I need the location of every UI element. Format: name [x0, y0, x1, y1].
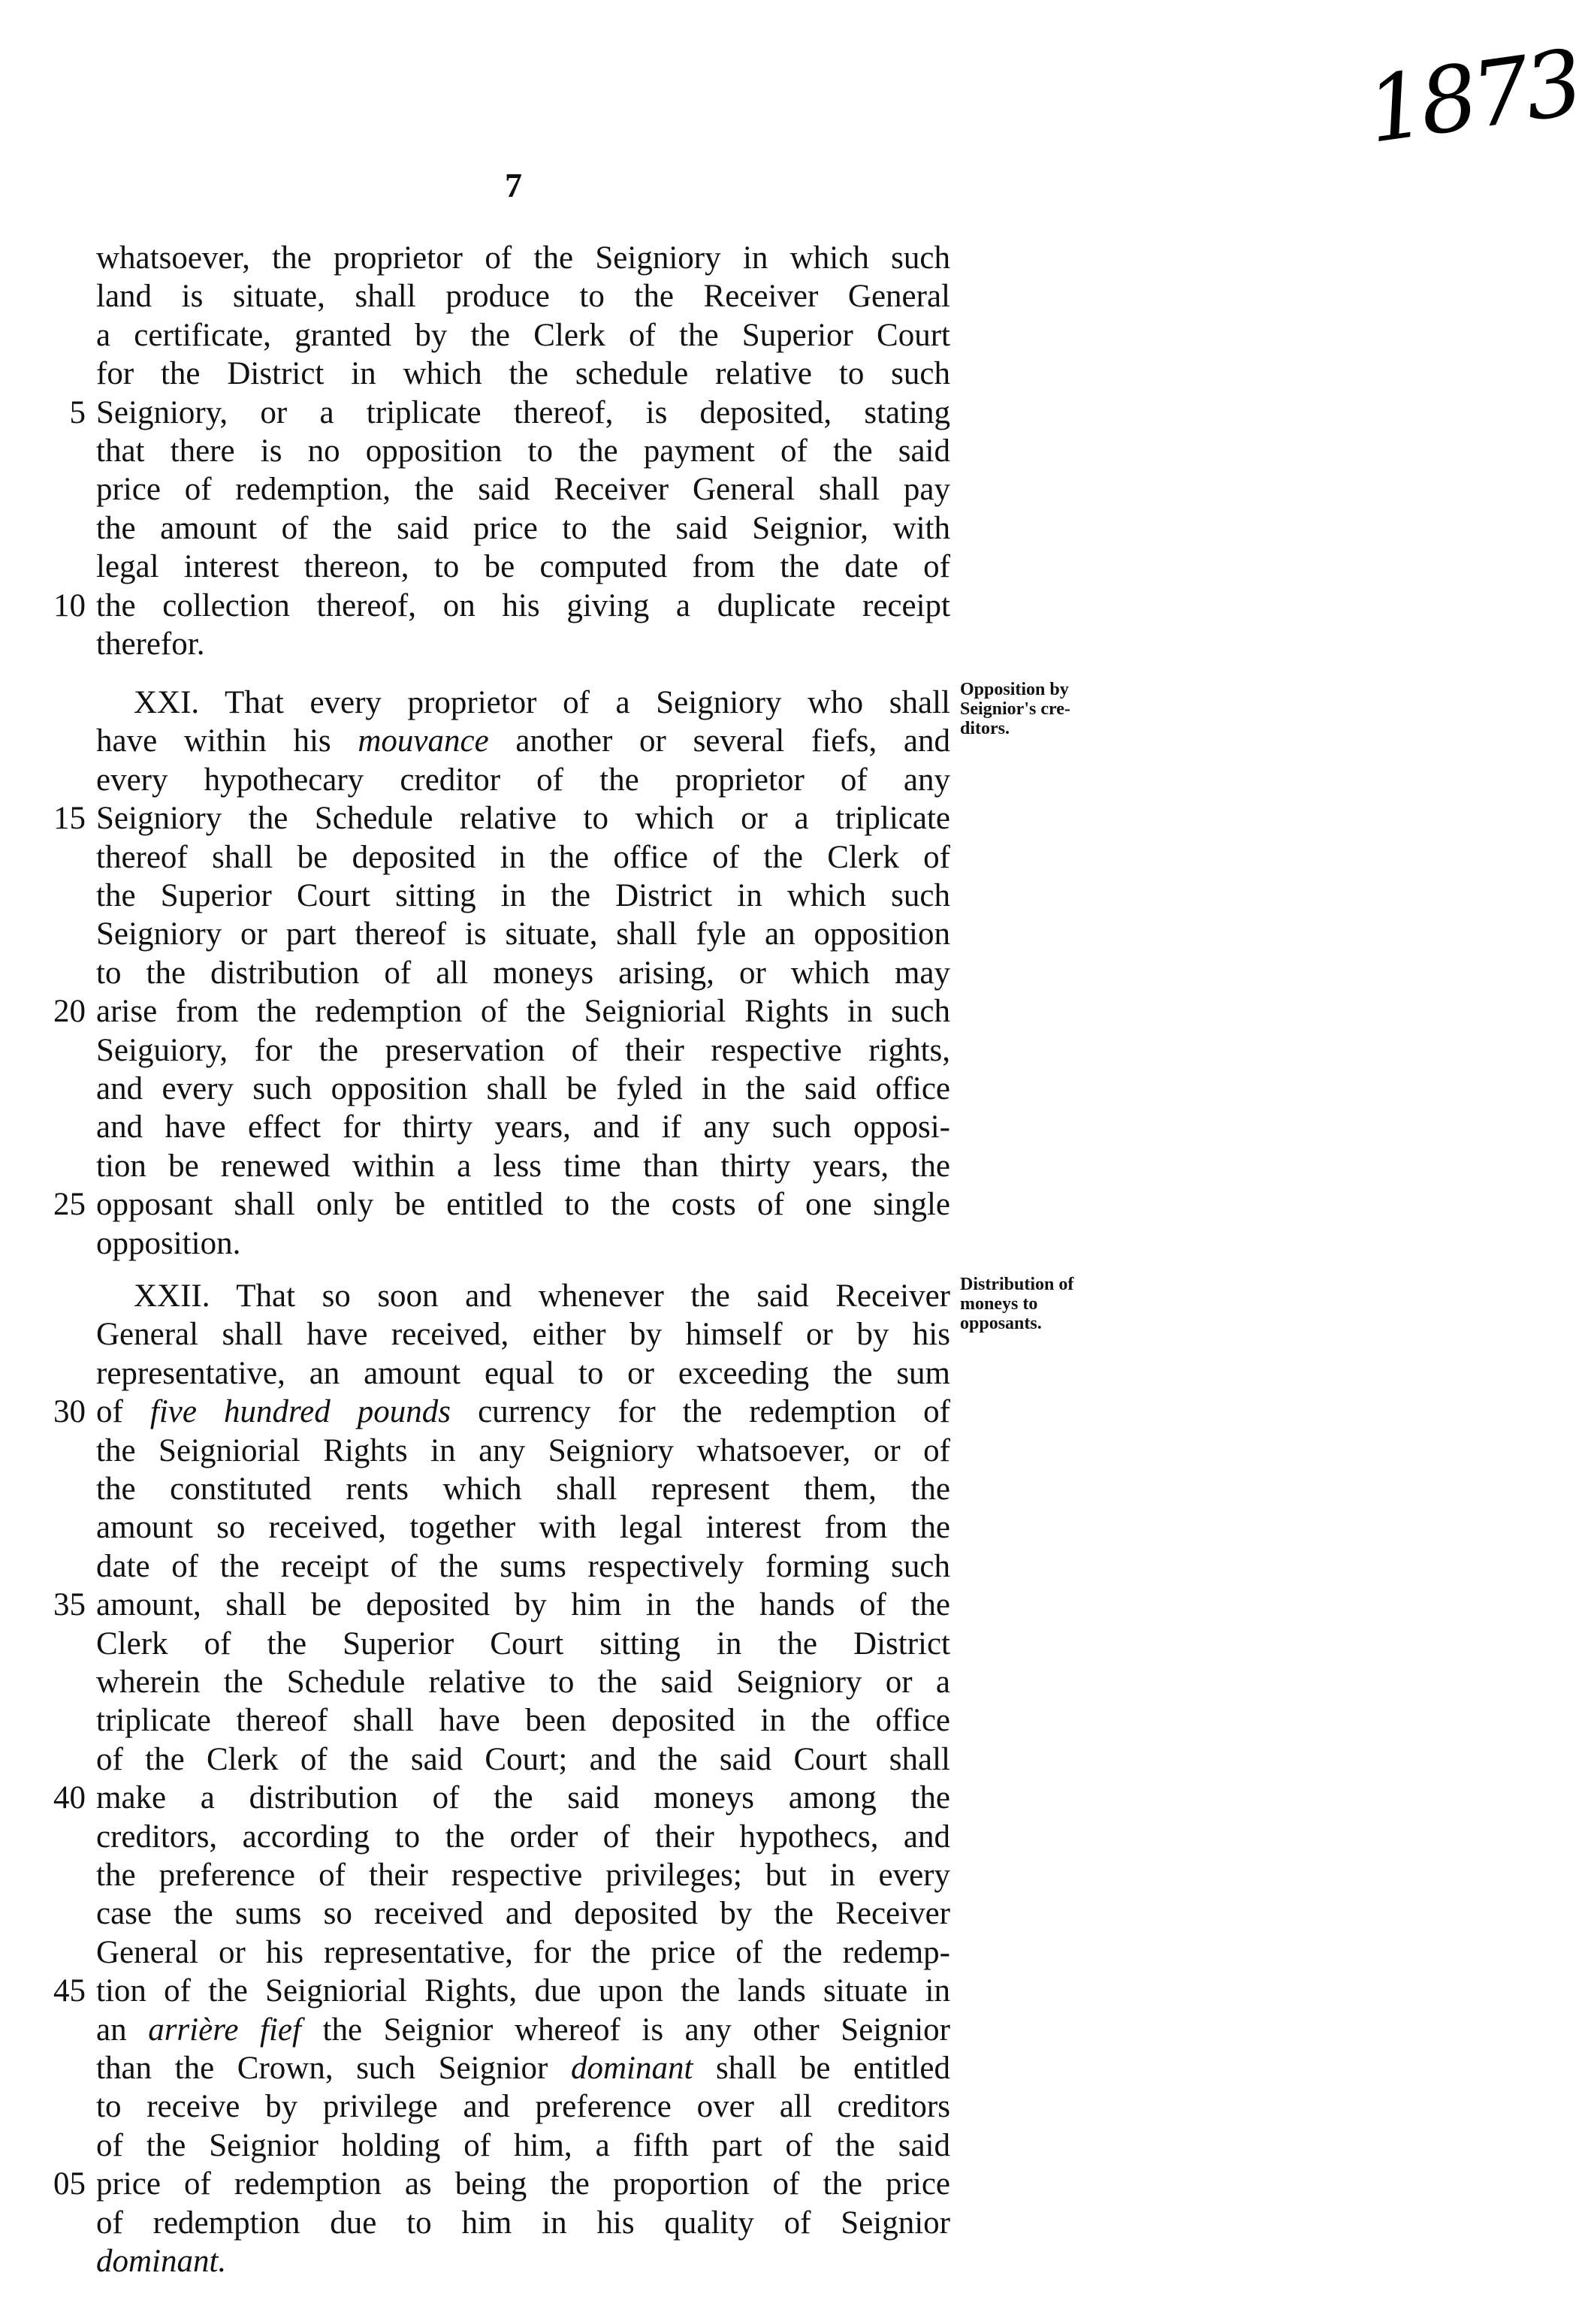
line-text: Seigniory or part thereof is situate, shall fyle an opposition: [96, 916, 950, 952]
line-text: the collection thereof, on his giving a duplicate receipt: [96, 588, 950, 623]
text-line: [96, 1147, 950, 1186]
line-text: and have effect for thirty years, and if any such opposi-: [96, 1109, 950, 1145]
margin-note-line: moneys to: [960, 1294, 1038, 1314]
margin-note-line: Distribution of: [960, 1275, 1074, 1294]
text-line: [96, 1470, 950, 1509]
text-line: [53, 1586, 950, 1625]
text-line: [96, 2087, 950, 2126]
text-line: [96, 1108, 950, 1147]
margin-note-note-opposition: [960, 680, 1133, 738]
margin-note-line: opposants.: [960, 1314, 1042, 1333]
line-text: for the District in which the schedule relative to such: [96, 356, 950, 391]
line-text: case the sums so received and deposited by the Receiver: [96, 1896, 950, 1931]
line-text: opposant shall only be entitled to the costs of one single: [96, 1187, 950, 1222]
line-text: than the Crown, such Seignior dominant shall be entitled: [96, 2051, 950, 2086]
text-line: [96, 2011, 950, 2050]
line-text: to receive by privilege and preference over all creditors: [96, 2089, 950, 2124]
line-text: thereof shall be deposited in the office of the Clerk of: [96, 840, 950, 875]
line-text: price of redemption, the said Receiver General shall pay: [96, 472, 950, 507]
text-line: [53, 1779, 950, 1818]
line-text: tion of the Seigniorial Rights, due upon the lands situate in: [96, 1973, 950, 2009]
line-text: the preference of their respective privileges; but in every: [96, 1858, 950, 1893]
text-line: [96, 1740, 950, 1779]
text-line: [96, 2049, 950, 2088]
line-text: opposition.: [96, 1226, 241, 1261]
text-line: [96, 2126, 950, 2166]
margin-note-line: Seignior's cre-: [960, 699, 1070, 719]
line-text: price of redemption as being the proportion of the price: [96, 2166, 950, 2202]
text-line: [96, 470, 950, 509]
line-number: 10: [53, 588, 86, 623]
text-line: [96, 316, 950, 355]
text-line: [53, 799, 950, 838]
text-line: [96, 954, 950, 993]
margin-note-note-distribution: [960, 1275, 1133, 1333]
text-line: [134, 684, 950, 723]
text-line: [96, 1224, 240, 1263]
text-line: [96, 239, 950, 278]
line-number: 20: [53, 994, 86, 1029]
text-line: [96, 277, 950, 316]
line-text: therefor.: [96, 626, 205, 662]
text-line: [96, 1625, 950, 1664]
line-number: 15: [53, 801, 86, 836]
line-text: Clerk of the Superior Court sitting in the District: [96, 1626, 950, 1662]
line-number: 5: [69, 395, 86, 430]
text-line: [96, 877, 950, 916]
margin-note-line: ditors.: [960, 719, 1010, 738]
text-line: [96, 1701, 950, 1740]
text-line: [96, 1933, 950, 1972]
text-line: [69, 394, 950, 433]
line-text: XXII. That so soon and whenever the said Receiver: [134, 1278, 950, 1314]
line-text: arise from the redemption of the Seigniorial Rights in such: [96, 994, 950, 1029]
text-line: [96, 1031, 950, 1070]
text-line: [53, 992, 950, 1031]
line-text: triplicate thereof shall have been deposited in the office: [96, 1703, 950, 1738]
text-line: [96, 1894, 950, 1933]
line-text: of the Clerk of the said Court; and the said Court shall: [96, 1742, 950, 1777]
text-line: [96, 1663, 950, 1702]
text-line: [96, 915, 950, 954]
line-text: amount, shall be deposited by him in the hands of the: [96, 1587, 950, 1622]
line-number: 45: [53, 1973, 86, 2009]
line-text: and every such opposition shall be fyled in the said office: [96, 1071, 950, 1106]
line-number: 05: [53, 2166, 86, 2202]
line-text: that there is no opposition to the payment of the said: [96, 433, 950, 469]
line-number: 40: [53, 1780, 86, 1815]
line-text: General shall have received, either by himself or by his: [96, 1317, 950, 1352]
margin-note-line: Opposition by: [960, 680, 1069, 699]
line-text: have within his mouvance another or several fiefs, and: [96, 723, 950, 759]
text-line: [96, 355, 950, 394]
line-number: 35: [53, 1587, 86, 1622]
line-text: of the Seignior holding of him, a fifth part of the said: [96, 2128, 950, 2163]
line-text: to the distribution of all moneys arising, or which may: [96, 955, 950, 991]
line-text: land is situate, shall produce to the Receiver General: [96, 279, 950, 314]
text-line: [96, 1856, 950, 1895]
line-text: the Superior Court sitting in the District in which such: [96, 878, 950, 913]
line-text: the amount of the said price to the said Seignior, with: [96, 511, 950, 546]
text-line: [53, 1393, 950, 1432]
text-line: [96, 761, 950, 800]
page-number: 7: [505, 166, 522, 204]
line-text: amount so received, together with legal interest from the: [96, 1510, 950, 1545]
text-line: [53, 1972, 950, 2011]
text-line: [96, 1818, 950, 1857]
text-line: [96, 1547, 950, 1586]
text-line: [53, 2165, 950, 2204]
text-line: [96, 1432, 950, 1471]
text-line: [53, 587, 950, 626]
line-text: an arrière fief the Seignior whereof is any other Seignior: [96, 2012, 950, 2048]
line-number: 25: [53, 1187, 86, 1222]
text-line: [96, 509, 950, 548]
line-text: legal interest thereon, to be computed from the date of: [96, 549, 950, 584]
line-text: creditors, according to the order of their hypothecs, and: [96, 1819, 950, 1855]
line-text: wherein the Schedule relative to the said Seigniory or a: [96, 1665, 950, 1700]
line-text: every hypothecary creditor of the proprietor of any: [96, 762, 950, 798]
text-line: [96, 548, 950, 587]
line-text: Seigniory the Schedule relative to which or a triplicate: [96, 801, 950, 836]
line-text: representative, an amount equal to or exceeding the sum: [96, 1356, 950, 1391]
line-text: dominant.: [96, 2244, 227, 2279]
line-text: a certificate, granted by the Clerk of the Superior Court: [96, 318, 950, 353]
text-line: [96, 2242, 226, 2281]
text-line: [96, 838, 950, 877]
text-line: [96, 1354, 950, 1393]
line-number: 30: [53, 1394, 86, 1429]
text-line: [53, 1185, 950, 1224]
line-text: Seiguiory, for the preservation of their respective rights,: [96, 1033, 950, 1068]
text-line: [96, 625, 204, 664]
line-text: the Seigniorial Rights in any Seigniory whatsoever, or of: [96, 1433, 950, 1468]
line-text: of five hundred pounds currency for the redemption of: [96, 1394, 950, 1429]
line-text: of redemption due to him in his quality of Seignior: [96, 2205, 950, 2241]
text-line: [134, 1277, 950, 1316]
line-text: tion be renewed within a less time than thirty years, the: [96, 1148, 950, 1184]
handwritten-page-number: 1873: [1360, 31, 1585, 164]
line-text: XXI. That every proprietor of a Seigniory who shall: [134, 685, 950, 720]
line-text: the constituted rents which shall represent them, the: [96, 1471, 950, 1507]
text-line: [96, 722, 950, 761]
line-text: date of the receipt of the sums respectively forming such: [96, 1549, 950, 1584]
text-line: [96, 1070, 950, 1109]
line-text: General or his representative, for the price of the redemp-: [96, 1935, 950, 1970]
line-text: whatsoever, the proprietor of the Seigniory in which such: [96, 240, 950, 276]
line-text: make a distribution of the said moneys among the: [96, 1780, 950, 1815]
text-line: [96, 432, 950, 471]
text-line: [96, 1315, 950, 1354]
line-text: Seigniory, or a triplicate thereof, is deposited, stating: [96, 395, 950, 430]
text-line: [96, 1508, 950, 1547]
text-line: [96, 2204, 950, 2243]
